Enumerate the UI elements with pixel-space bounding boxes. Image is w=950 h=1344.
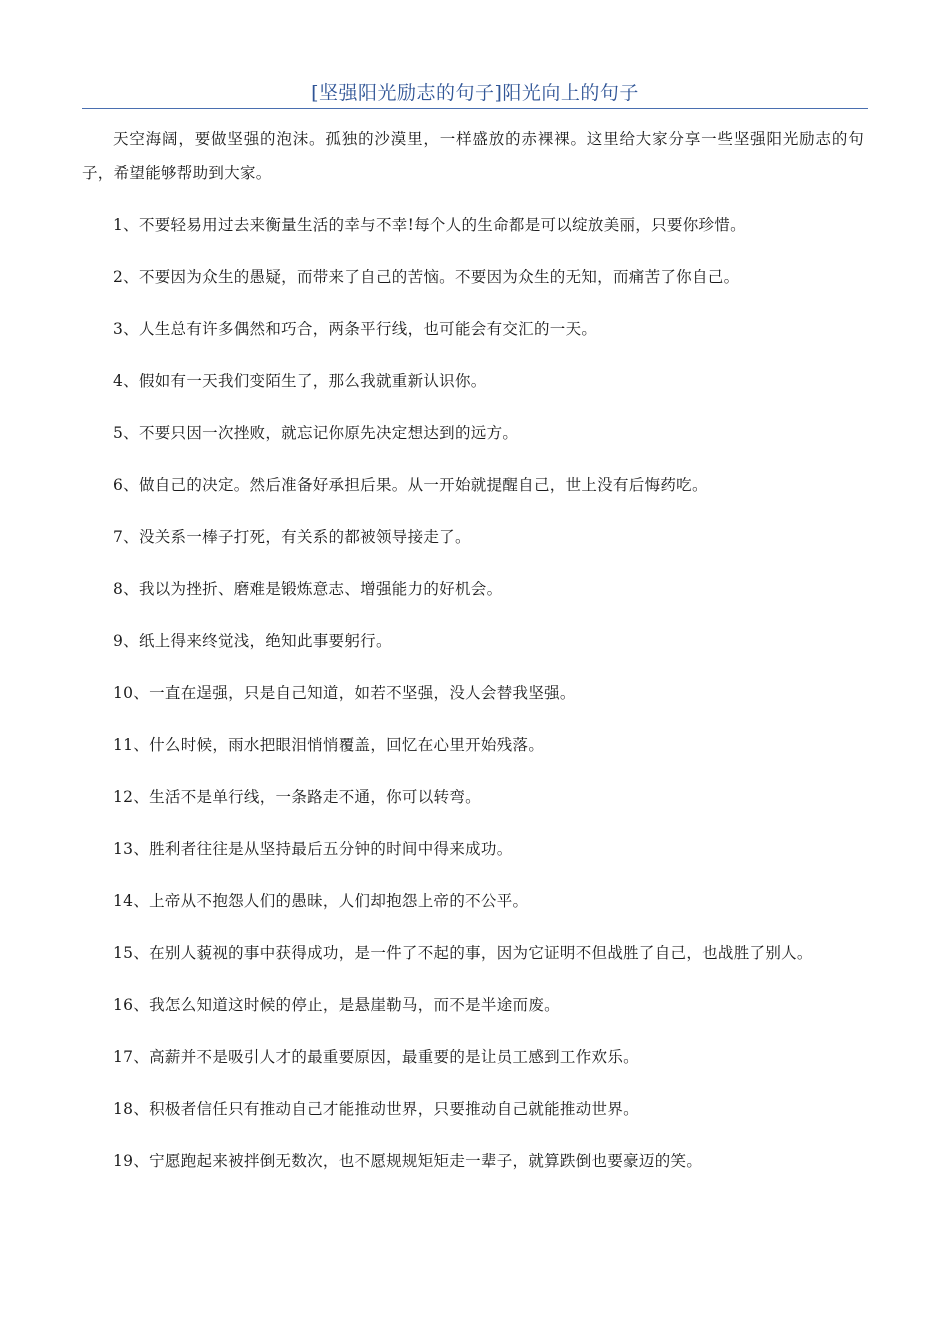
list-item: 2、不要因为众生的愚疑，而带来了自己的苦恼。不要因为众生的无知，而痛苦了你自己。 xyxy=(113,268,740,286)
list-item: 10、一直在逞强，只是自己知道，如若不坚强，没人会替我坚强。 xyxy=(113,684,576,702)
intro-paragraph: 天空海阔，要做坚强的泡沫。孤独的沙漠里，一样盛放的赤裸裸。这里给大家分享一些坚强阳光励志的句子，希望能够帮助到大家。 xyxy=(82,130,864,182)
title-underline xyxy=(82,108,868,109)
list-item: 1、不要轻易用过去来衡量生活的幸与不幸!每个人的生命都是可以绽放美丽，只要你珍惜。 xyxy=(113,216,746,234)
list-item: 11、什么时候，雨水把眼泪悄悄覆盖，回忆在心里开始残落。 xyxy=(113,736,545,754)
list-item: 18、积极者信任只有推动自己才能推动世界，只要推动自己就能推动世界。 xyxy=(113,1100,639,1118)
list-item: 17、高薪并不是吸引人才的最重要原因，最重要的是让员工感到工作欢乐。 xyxy=(113,1048,639,1066)
document-body xyxy=(82,122,864,1196)
list-item: 7、没关系一棒子打死，有关系的都被领导接走了。 xyxy=(113,528,471,546)
list-item: 5、不要只因一次挫败，就忘记你原先决定想达到的远方。 xyxy=(113,424,519,442)
list-item: 15、在别人藐视的事中获得成功，是一件了不起的事，因为它证明不但战胜了自己，也战胜了别人。 xyxy=(113,944,813,962)
list-item: 8、我以为挫折、磨难是锻炼意志、增强能力的好机会。 xyxy=(113,580,503,598)
list-item: 14、上帝从不抱怨人们的愚昧，人们却抱怨上帝的不公平。 xyxy=(113,892,529,910)
list-item: 12、生活不是单行线，一条路走不通，你可以转弯。 xyxy=(113,788,481,806)
list-item: 9、纸上得来终觉浅，绝知此事要躬行。 xyxy=(113,632,392,650)
list-item: 19、宁愿跑起来被拌倒无数次，也不愿规规矩矩走一辈子，就算跌倒也要豪迈的笑。 xyxy=(113,1152,703,1170)
list-item: 16、我怎么知道这时候的停止，是悬崖勒马，而不是半途而废。 xyxy=(113,996,560,1014)
list-item: 13、胜利者往往是从坚持最后五分钟的时间中得来成功。 xyxy=(113,840,513,858)
list-item: 6、做自己的决定。然后准备好承担后果。从一开始就提醒自己，世上没有后悔药吃。 xyxy=(113,476,708,494)
list-item: 3、人生总有许多偶然和巧合，两条平行线，也可能会有交汇的一天。 xyxy=(113,320,598,338)
list-item: 4、假如有一天我们变陌生了，那么我就重新认识你。 xyxy=(113,372,487,390)
document-title: [坚强阳光励志的句子]阳光向上的句子 xyxy=(311,82,639,104)
